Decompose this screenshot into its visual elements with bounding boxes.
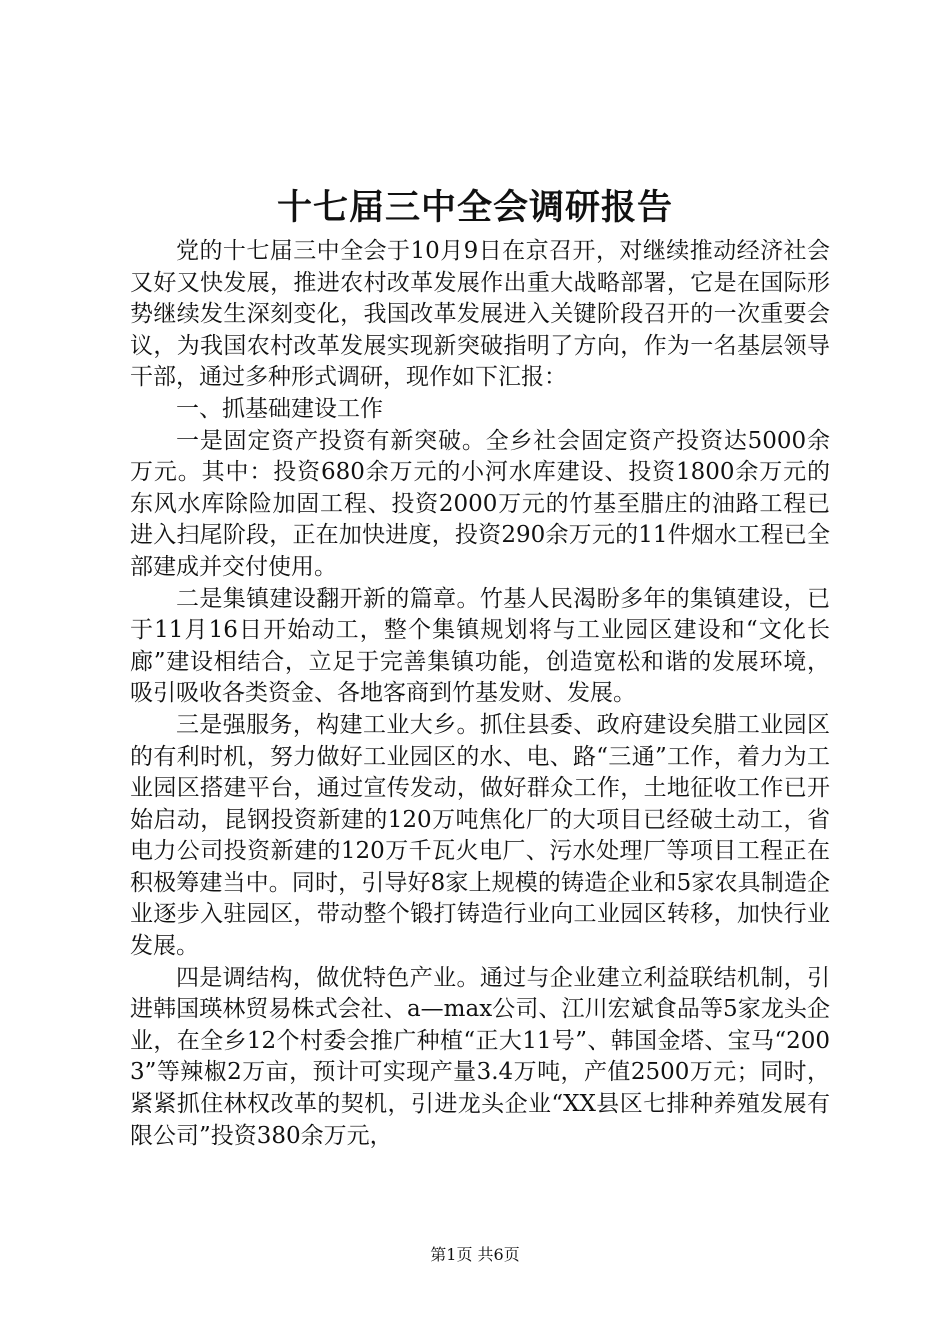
paragraph-industrial-services: 三是强服务，构建工业大乡。抓住县委、政府建设矣腊工业园区的有利时机，努力做好工业园区的水、电、路“三通”工作，着力为工业园区搭建平台，通过宣传发动，做好群众工作，土地征收工作已开始启动，昆钢投资新建的120万吨焦化厂的大项目已经破土动工，省电力公司投资新建的120万千瓦火电厂、污水处理厂等项目工程正在积极筹建当中。同时，引导好8家上规模的铸造企业和5家农具制造企业逐步入驻园区，带动整个锻打铸造行业向工业园区转移，加快行业发展。 — [130, 711, 830, 960]
document-body — [130, 236, 830, 1152]
paragraph-fixed-investment: 一是固定资产投资有新突破。全乡社会固定资产投资达5000余万元。其中：投资680余万元的小河水库建设、投资1800余万元的东风水库除险加固工程、投资2000万元的竹基至腊庄的油路工程已进入扫尾阶段，正在加快进度，投资290余万元的11件烟水工程已全部建成并交付使用。 — [130, 427, 830, 580]
paragraph-town-construction: 二是集镇建设翻开新的篇章。竹基人民渴盼多年的集镇建设，已于11月16日开始动工，整个集镇规划将与工业园区建设和“文化长廊”建设相结合，立足于完善集镇功能，创造宽松和谐的发展环境，吸引吸收各类资金、各地客商到竹基发财、发展。 — [130, 585, 830, 707]
paragraph-intro: 党的十七届三中全会于10月9日在京召开，对继续推动经济社会又好又快发展，推进农村改革发展作出重大战略部署，它是在国际形势继续发生深刻变化，我国改革发展进入关键阶段召开的一次重要会议，为我国农村改革发展实现新突破指明了方向，作为一名基层领导干部，通过多种形式调研，现作如下汇报： — [130, 238, 830, 391]
page-number-footer: 第1页 共6页 — [430, 1245, 520, 1264]
document-title: 十七届三中全会调研报告 — [276, 187, 673, 228]
section-heading: 一、抓基础建设工作 — [176, 395, 383, 422]
paragraph-structure-adjustment: 四是调结构，做优特色产业。通过与企业建立利益联结机制，引进韩国瑛林贸易株式会社、a—max公司、江川宏斌食品等5家龙头企业，在全乡12个村委会推广种植“正大11号”、韩国金塔、宝马“2003”等辣椒2万亩，预计可实现产量3.4万吨，产值2500万元；同时，紧紧抓住林权改革的契机，引进龙头企业“XX县区七排种养殖发展有限公司”投资380余万元， — [130, 964, 830, 1149]
